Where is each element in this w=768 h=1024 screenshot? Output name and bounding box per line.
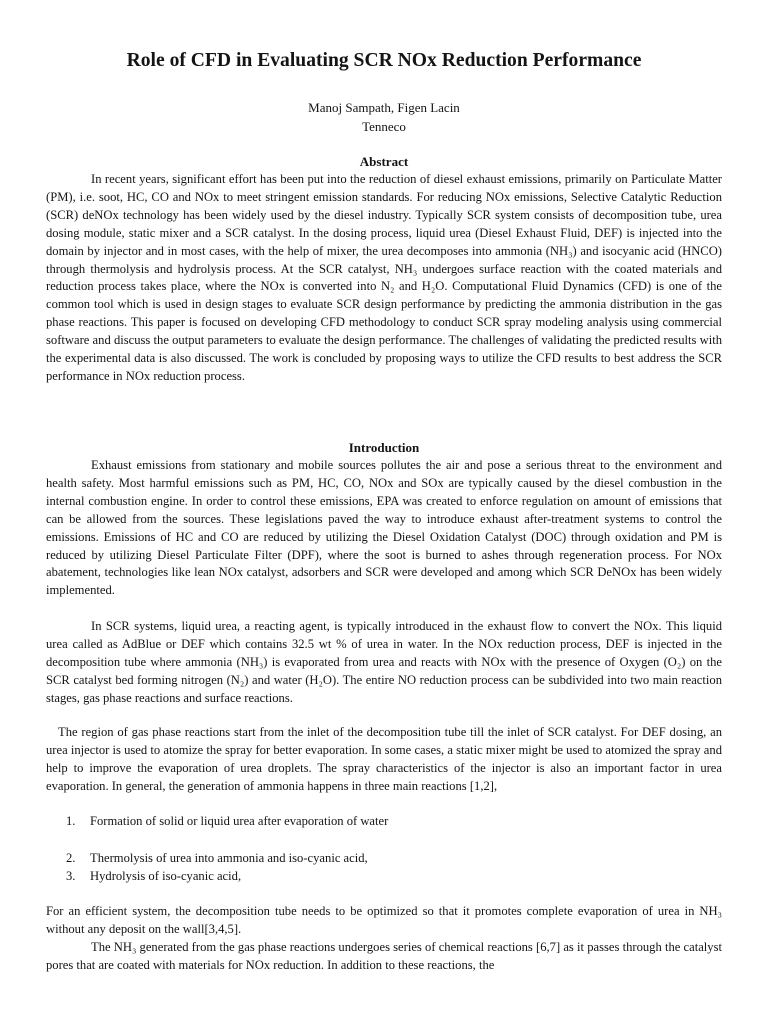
abstract-heading: Abstract [359, 154, 409, 169]
paper-title: Role of CFD in Evaluating SCR NOx Reduction Performance [126, 50, 642, 71]
list-item [66, 813, 388, 831]
list-item-number: 1. [66, 814, 76, 828]
intro-paragraph-1: Exhaust emissions from stationary and mobile sources pollutes the air and pose a serious threat to the environment and health safety. Most harmful emissions such as PM, HC, CO, NOx and SOx are typically caused by the diesel combustion in the internal combustion engine. In order to control these emissions, EPA was created to enforce regulation on amount of emissions that can be allowed from the sources. These legislations paved the way to introduce exhaust after-treatment systems to control the emissions. Emissions of HC and CO are reduced by utilizing the Diesel Oxidation Catalyst (DOC) through oxidation and PM is reduced by utilizing Diesel Particulate Filter (DPF), where the soot is burned to ashes through regeneration process. For NOx abatement, technologies like lean NOx catalyst, adsorbers and SCR were developed and among which SCR DeNOx has been widely implemented. [46, 458, 722, 598]
list-item-text: Formation of solid or liquid urea after evaporation of water [90, 814, 389, 828]
intro-paragraph-2: In SCR systems, liquid urea, a reacting agent, is typically introduced in the exhaust flow to convert the NOx. This liquid urea called as AdBlue or DEF which contains 32.5 wt % of urea in water. In the NOx reduction process, DEF is injected in the decomposition tube where ammonia (NH₃) is evaporated from urea and reacts with NOx with the presence of Oxygen (O₂) on the SCR catalyst bed forming nitrogen (N₂) and water (H₂O). The entire NO reduction process can be subdivided into two main reaction stages, gas phase reactions and surface reactions. [46, 619, 722, 705]
list-item-text: Hydrolysis of iso-cyanic acid, [90, 869, 242, 883]
intro-paragraph-4: For an efficient system, the decomposition tube needs to be optimized so that it promotes complete evaporation of urea in NH₃ without any deposit on the wall[3,4,5]. [46, 904, 722, 936]
affiliation: Tenneco [362, 119, 406, 134]
list-item-number: 3. [66, 869, 76, 883]
list-item [66, 850, 368, 868]
list-item-number: 2. [66, 851, 76, 865]
authors: Manoj Sampath, Figen Lacin [308, 100, 460, 115]
list-item [66, 868, 241, 886]
introduction-heading: Introduction [348, 440, 420, 455]
abstract-text: In recent years, significant effort has been put into the reduction of diesel exhaust emissions, primarily on Particulate Matter (PM), i.e. soot, HC, CO and NOx to meet stringent emission standards. For reducing NOx emissions, Selective Catalytic Reduction (SCR) deNOx technology has been widely used by the diesel industry. Typically SCR system consists of decomposition tube, urea dosing module, static mixer and a SCR catalyst. In the dosing process, liquid urea (Diesel Exhaust Fluid, DEF) is injected into the domain by injector and in most cases, with the help of mixer, the urea decomposes into ammonia (NH₃) and isocyanic acid (HNCO) through thermolysis and hydrolysis process. At the SCR catalyst, NH₃ undergoes surface reaction with the coated materials and reduction process takes place, where the NOx is converted into N₂ and H₂O. Computational Fluid Dynamics (CFD) is one of the common tool which is used in design stages to evaluate SCR design performance by predicting the ammonia distribution in the gas phase reactions. This paper is focused on developing CFD methodology to conduct SCR spray modeling analysis using commercial software and discuss the output parameters to evaluate the design performance. The challenges of validating the predicted results with the experimental data is also discussed. The work is concluded by proposing ways to utilize the CFD results to best address the SCR performance in NOx reduction process. [46, 172, 722, 383]
list-item-text: Thermolysis of urea into ammonia and iso-cyanic acid, [90, 851, 368, 865]
intro-paragraph-5: The NH₃ generated from the gas phase reactions undergoes series of chemical reactions [6,7] as it passes through the catalyst pores that are coated with materials for NOx reduction. In addition to these reactions, the [46, 940, 722, 972]
intro-paragraph-3: The region of gas phase reactions start from the inlet of the decomposition tube till the inlet of SCR catalyst. For DEF dosing, an urea injector is used to atomize the spray for better evaporation. In some cases, a static mixer might be used to atomized the spray and help to improve the evaporation of urea droplets. The spray characteristics of the injector is also an important factor in urea evaporation. In general, the generation of ammonia happens in three main reactions [1,2], [46, 725, 722, 793]
